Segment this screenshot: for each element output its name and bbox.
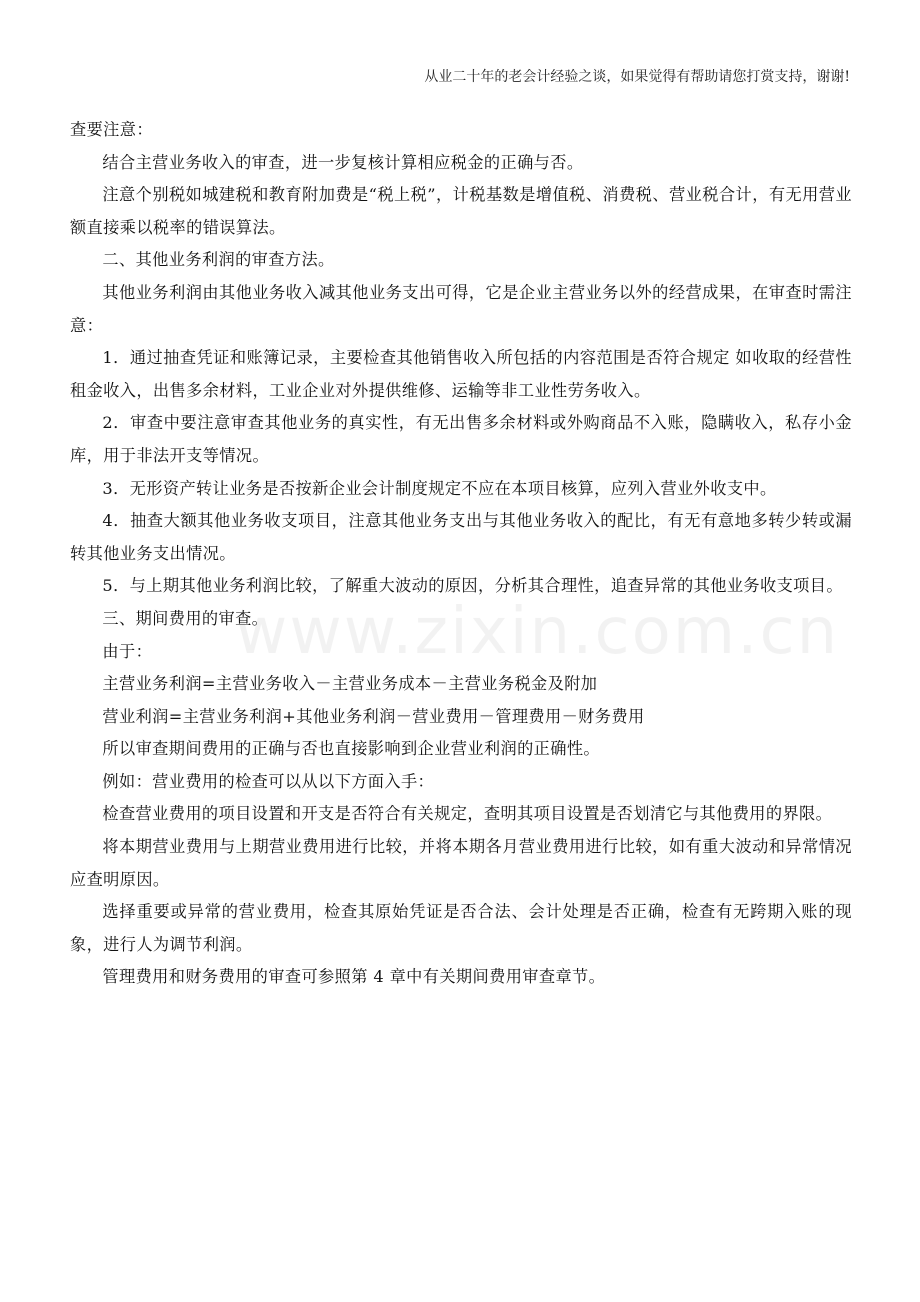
- paragraph: 所以审查期间费用的正确与否也直接影响到企业营业利润的正确性。: [102, 739, 601, 759]
- paragraph: 将本期营业费用与上期营业费用进行比较，并将本期各月营业费用进行比较，如有重大波动和异常情况应查明原因。: [70, 837, 852, 889]
- list-item: 2．审查中要注意审查其他业务的真实性，有无出售多余材料或外购商品不入账，隐瞒收入，私存小金库，用于非法开支等情况。: [70, 413, 852, 465]
- paragraph: 例如：营业费用的检查可以从以下方面入手：: [102, 771, 435, 791]
- list-item: 5．与上期其他业务利润比较，了解重大波动的原因，分析其合理性，追查异常的其他业务收支项目。: [102, 576, 843, 596]
- paragraph: 管理费用和财务费用的审查可参照第 4 章中有关期间费用审查章节。: [102, 967, 606, 987]
- header-note: 从业二十年的老会计经验之谈，如果觉得有帮助请您打赏支持，谢谢!: [424, 69, 850, 85]
- paragraph: 由于：: [102, 641, 153, 661]
- paragraph: 检查营业费用的项目设置和开支是否符合有关规定，查明其项目设置是否划清它与其他费用的界限。: [102, 804, 833, 824]
- list-item: 4．抽查大额其他业务收支项目，注意其他业务支出与其他业务收入的配比，有无有意地多转少转或漏转其他业务支出情况。: [70, 511, 852, 563]
- section-heading: 三、期间费用的审查。: [102, 608, 269, 628]
- section-heading: 二、其他业务利润的审查方法。: [102, 250, 335, 270]
- formula: 营业利润=主营业务利润+其他业务利润－营业费用－管理费用－财务费用: [102, 706, 645, 726]
- watermark: www.zixin.com.cn: [235, 595, 840, 669]
- formula: 主营业务利润=主营业务收入－主营业务成本－主营业务税金及附加: [102, 674, 598, 694]
- list-item: 3．无形资产转让业务是否按新企业会计制度规定不应在本项目核算，应列入营业外收支中。: [102, 478, 777, 498]
- paragraph: 选择重要或异常的营业费用，检查其原始凭证是否合法、会计处理是否正确，检查有无跨期入账的现象，进行人为调节利润。: [70, 902, 852, 954]
- paragraph: 其他业务利润由其他业务收入减其他业务支出可得，它是企业主营业务以外的经营成果，在审查时需注意：: [70, 282, 852, 335]
- document-body: [70, 114, 852, 994]
- paragraph: 注意个别税如城建税和教育附加费是“税上税”，计税基数是增值税、消费税、营业税合计，有无用营业额直接乘以税率的错误算法。: [70, 185, 852, 237]
- list-item: 1．通过抽查凭证和账簿记录，主要检查其他销售收入所包括的内容范围是否符合规定 如收取的经营性租金收入，出售多余材料，工业企业对外提供维修、运输等非工业性劳务收入。: [70, 348, 852, 400]
- paragraph: 结合主营业务收入的审查，进一步复核计算相应税金的正确与否。: [102, 152, 584, 172]
- paragraph: 查要注意：: [70, 120, 153, 139]
